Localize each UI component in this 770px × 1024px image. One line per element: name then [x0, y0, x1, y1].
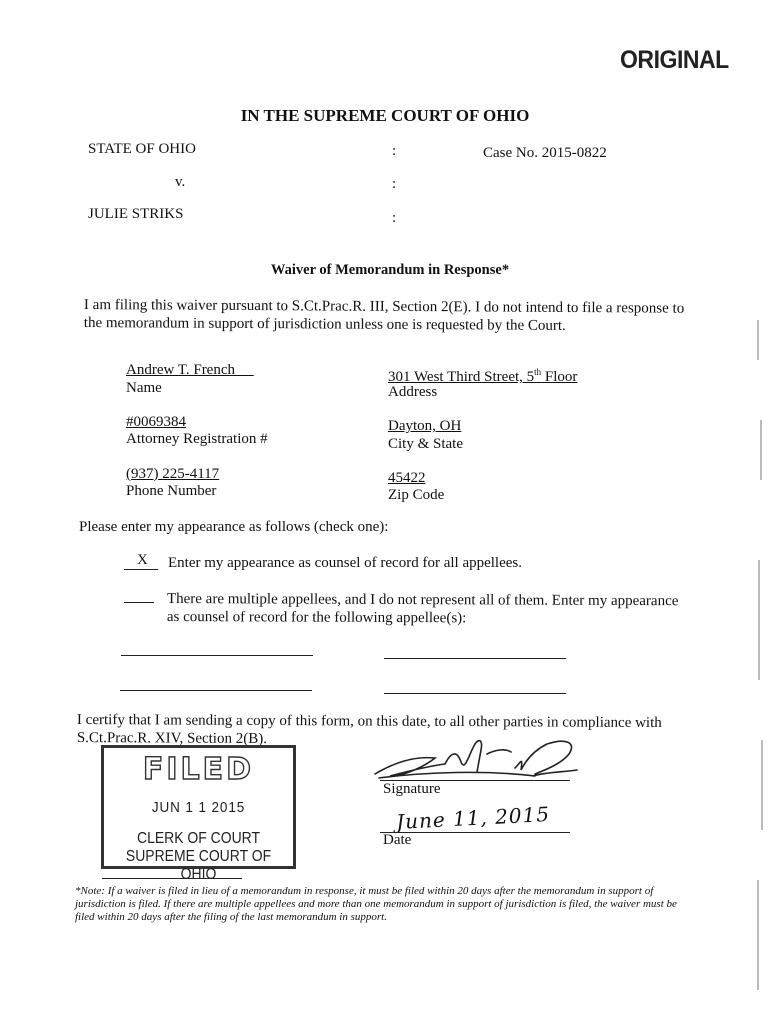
plaintiff-name: STATE OF OHIO	[88, 141, 196, 157]
option2-line: There are multiple appellees, and I do not represent all of them. Enter my appearance	[166, 591, 679, 610]
filed-stamp-date: JUN 1 1 2015	[151, 799, 246, 816]
address-label: Address	[388, 384, 438, 400]
attorney-phone: (937) 225-4117	[126, 466, 220, 482]
signature-label: Signature	[383, 781, 441, 797]
option2-line: as counsel of record for the following appellee(s):	[166, 608, 467, 627]
filed-stamp	[101, 745, 296, 883]
handwritten-date: June 11, 2015	[395, 801, 551, 835]
city-state-label: City & State	[388, 436, 463, 452]
address-text-end: Floor	[541, 369, 578, 385]
name-label: Name	[126, 380, 162, 396]
scan-artifact	[758, 560, 760, 680]
attorney-name-field	[126, 362, 254, 379]
filed-stamp-clerk-line: CLERK OF COURT	[137, 830, 260, 847]
certification-line: I certify that I am sending a copy of this form, on this date, to all other parties in compliance with	[76, 712, 662, 732]
appellee-blank-line	[384, 658, 566, 659]
versus-label: v.	[175, 174, 186, 190]
option2-blank	[124, 602, 154, 603]
scan-artifact	[757, 880, 759, 990]
date-label: Date	[383, 832, 412, 848]
filed-stamp-court-line: SUPREME COURT OF OHIO	[125, 848, 272, 883]
footnote-rule	[102, 878, 242, 879]
zip-label: Zip Code	[388, 487, 445, 503]
form-title: Waiver of Memorandum in Response*	[270, 262, 510, 278]
certification-line: S.Ct.Prac.R. XIV, Section 2(B).	[76, 729, 268, 747]
attorney-city-state: Dayton, OH	[388, 418, 462, 434]
option2-text	[167, 590, 679, 628]
original-stamp: ORIGINAL	[620, 46, 729, 74]
caption-colon: :	[392, 210, 397, 226]
address-ordinal: th	[534, 367, 542, 377]
option1-checkmark: X	[137, 552, 148, 568]
scan-artifact	[757, 320, 759, 360]
filed-stamp-word: FILED	[142, 752, 255, 787]
address-text: 301 West Third Street, 5	[388, 369, 535, 385]
field-underline	[235, 362, 254, 378]
intro-line: the memorandum in support of jurisdiction unless one is requested by the Court.	[83, 314, 566, 334]
appellee-blank-line	[121, 655, 313, 656]
case-number: Case No. 2015-0822	[483, 145, 607, 161]
caption-colon: :	[392, 176, 397, 192]
scan-artifact	[760, 420, 762, 480]
defendant-name: JULIE STRIKS	[88, 206, 184, 222]
filed-stamp-clerk	[113, 830, 283, 884]
intro-paragraph	[84, 296, 685, 336]
phone-label: Phone Number	[126, 483, 217, 499]
attorney-zip: 45422	[388, 470, 426, 486]
intro-line: I am filing this waiver pursuant to S.Ct.Prac.R. III, Section 2(E). I do not intend to file a response to	[83, 296, 685, 317]
appellee-blank-line	[120, 690, 312, 691]
scan-artifact	[761, 740, 763, 830]
footnote: *Note: If a waiver is filed in lieu of a memorandum in response, it must be filed within 20 days after the memorandum in support of jurisdiction is filed. If there are multiple appellees and more than one memorandum in support of jurisdiction is filed, the waiver must be filed within 20 days after the filing of the last memorandum in support.	[75, 885, 677, 923]
attorney-name: Andrew T. French	[126, 362, 235, 378]
registration-label: Attorney Registration #	[126, 431, 268, 447]
appellee-blank-line	[384, 693, 566, 694]
attorney-registration: #0069384	[126, 414, 186, 430]
option1-blank	[124, 569, 158, 570]
caption-colon: :	[392, 143, 397, 159]
appearance-prompt: Please enter my appearance as follows (check one):	[79, 519, 389, 535]
option1-text: Enter my appearance as counsel of record for all appellees.	[168, 555, 522, 571]
court-title: IN THE SUPREME COURT OF OHIO	[240, 106, 530, 125]
